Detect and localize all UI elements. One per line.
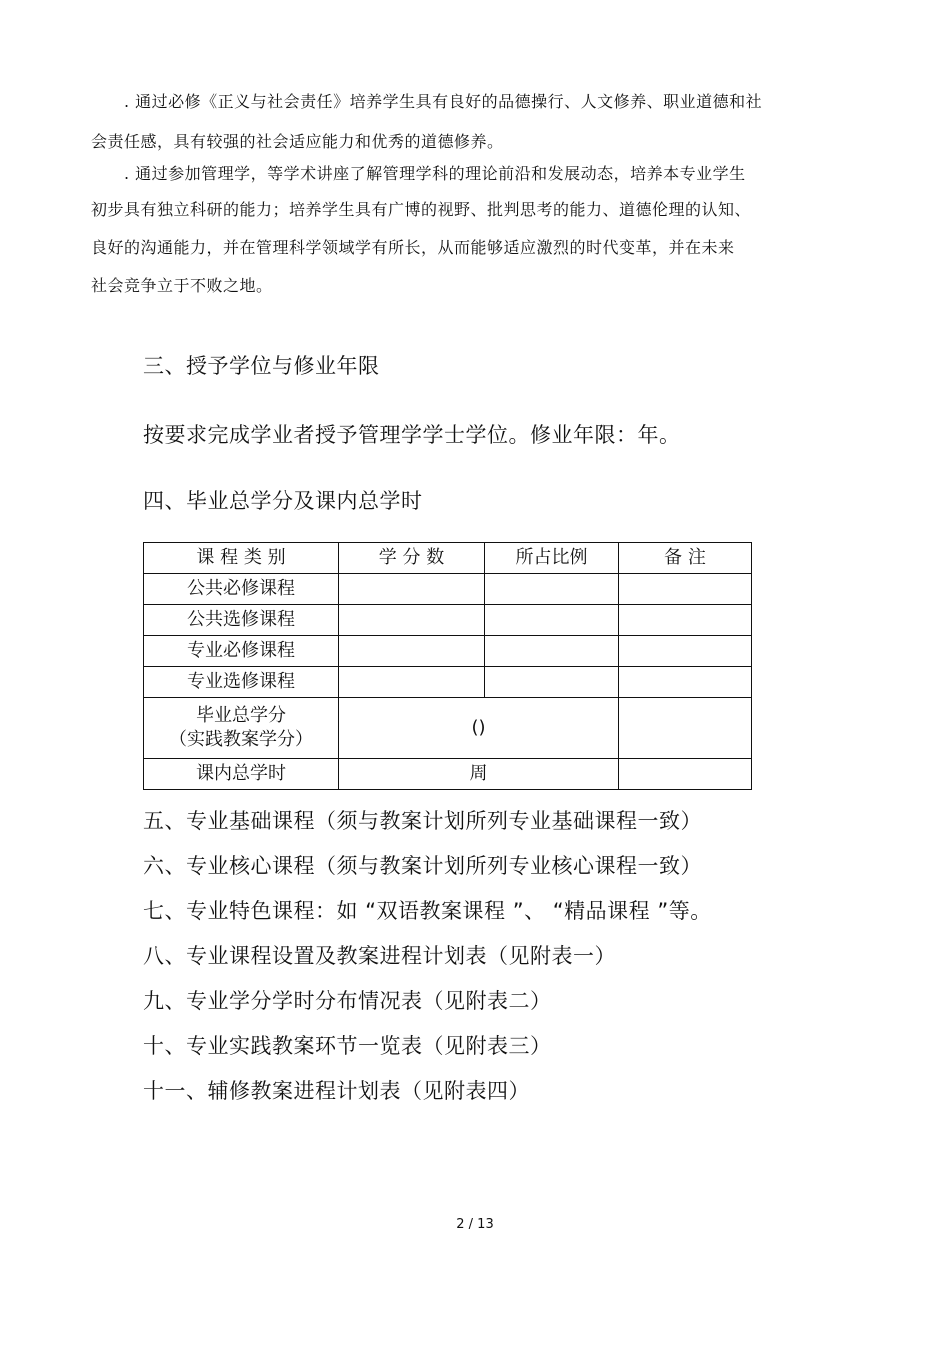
total-credits-remarks — [619, 698, 752, 759]
section-9-heading: 九、专业学分学时分布情况表（见附表二） — [143, 989, 552, 1013]
section-11-heading: 十一、辅修教案进程计划表（见附表四） — [143, 1079, 530, 1103]
header-ratio: 所占比例 — [485, 543, 619, 574]
paragraph-1-line-2: 会责任感，具有较强的社会适应能力和优秀的道德修养。 — [91, 132, 504, 151]
cell-remarks — [619, 667, 752, 698]
row-label: 公共必修课程 — [144, 574, 339, 605]
header-remarks: 备 注 — [619, 543, 752, 574]
header-credits: 学 分 数 — [339, 543, 485, 574]
cell-remarks — [619, 574, 752, 605]
cell-remarks — [619, 605, 752, 636]
total-credits-label-line-1: 毕业总学分 — [196, 705, 286, 726]
hours-value: 周 — [339, 759, 619, 790]
section-10-heading: 十、专业实践教案环节一览表（见附表三） — [143, 1034, 552, 1058]
section-8-heading: 八、专业课程设置及教案进程计划表（见附表一） — [143, 944, 616, 968]
cell-ratio — [485, 667, 619, 698]
section-7-heading: 七、专业特色课程：如 “双语教案课程 ”、 “精品课程 ”等。 — [143, 899, 712, 923]
row-label: 公共选修课程 — [144, 605, 339, 636]
row-label: 专业选修课程 — [144, 667, 339, 698]
section-5-heading: 五、专业基础课程（须与教案计划所列专业基础课程一致） — [143, 809, 702, 833]
section-3-heading: 三、授予学位与修业年限 — [143, 354, 380, 378]
paragraph-2-line-3: 良好的沟通能力，并在管理科学领域学有所长，从而能够适应激烈的时代变革，并在未来 — [91, 238, 735, 257]
table-header-row — [144, 543, 752, 574]
cell-credits — [339, 667, 485, 698]
cell-ratio — [485, 636, 619, 667]
paragraph-1-line-1: . 通过必修《正义与社会责任》培养学生具有良好的品德操行、人文修养、职业道德和社 — [124, 92, 763, 111]
table-row — [144, 667, 752, 698]
hours-remarks — [619, 759, 752, 790]
total-credits-label-line-2: （实践教案学分） — [169, 729, 313, 750]
table-row — [144, 636, 752, 667]
cell-credits — [339, 605, 485, 636]
page-number: 2 / 13 — [456, 1217, 494, 1232]
paragraph-2-line-4: 社会竞争立于不败之地。 — [91, 276, 273, 295]
credits-table — [143, 542, 752, 790]
cell-remarks — [619, 636, 752, 667]
section-4-heading: 四、毕业总学分及课内总学时 — [143, 489, 423, 513]
cell-credits — [339, 574, 485, 605]
table-row — [144, 605, 752, 636]
table-row-total-credits — [144, 698, 752, 759]
table-row-hours — [144, 759, 752, 790]
header-course-type: 课 程 类 别 — [144, 543, 339, 574]
total-credits-label — [144, 698, 339, 759]
row-label: 专业必修课程 — [144, 636, 339, 667]
paragraph-2-line-2: 初步具有独立科研的能力；培养学生具有广博的视野、批判思考的能力、道德伦理的认知、 — [91, 200, 752, 219]
cell-ratio — [485, 605, 619, 636]
section-6-heading: 六、专业核心课程（须与教案计划所列专业核心课程一致） — [143, 854, 702, 878]
cell-ratio — [485, 574, 619, 605]
table-row — [144, 574, 752, 605]
total-credits-value: () — [339, 698, 619, 759]
cell-credits — [339, 636, 485, 667]
paragraph-2-line-1: . 通过参加管理学，等学术讲座了解管理学科的理论前沿和发展动态，培养本专业学生 — [124, 164, 746, 183]
section-3-body: 按要求完成学业者授予管理学学士学位。修业年限：年。 — [143, 423, 681, 447]
hours-label: 课内总学时 — [144, 759, 339, 790]
